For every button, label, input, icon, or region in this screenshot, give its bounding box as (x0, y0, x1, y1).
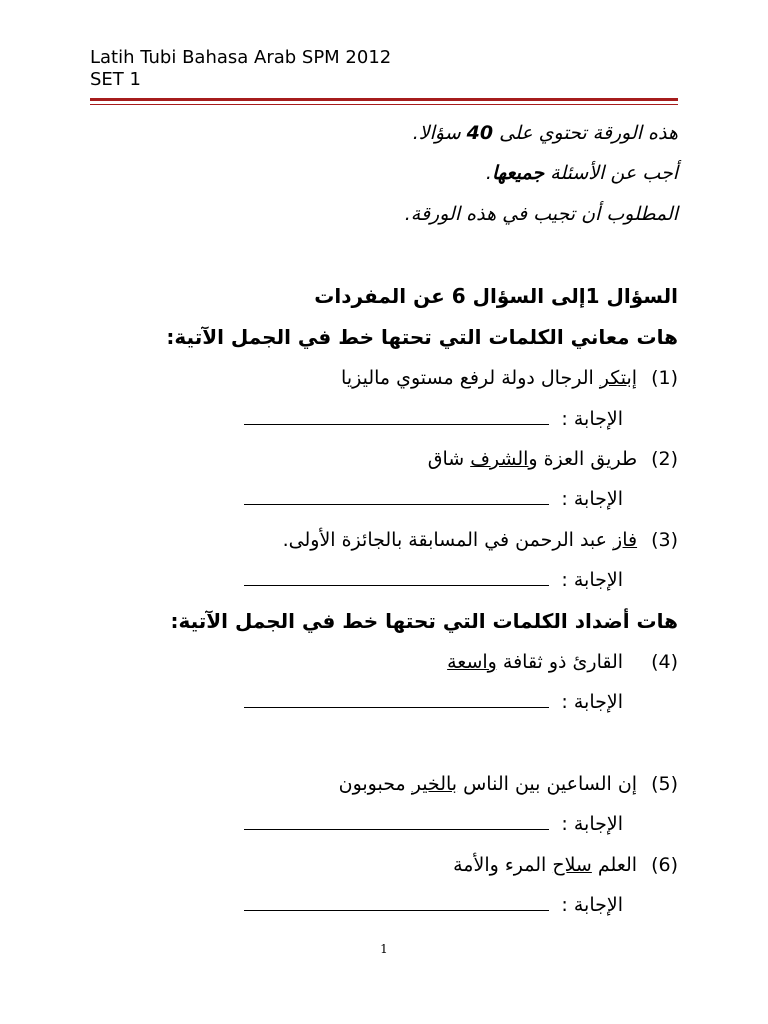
answer-blank-4[interactable] (244, 689, 549, 708)
question-4: (4)القارئ ذو ثقافة واسعة (447, 651, 678, 673)
instruction-meanings: هات معاني الكلمات التي تحتها خط في الجمل الآتية: (166, 325, 678, 349)
header-set: SET 1 (90, 69, 141, 90)
underlined-word: واسعة (447, 651, 497, 673)
question-1: (1)إبتكر الرجال دولة لرفع مستوي ماليزيا (341, 367, 678, 389)
section-title: السؤال 1إلى السؤال 6 عن المفردات (314, 284, 678, 308)
intro-line-2: أجب عن الأسئلة جميعها. (485, 162, 678, 184)
intro-line-3: المطلوب أن تجيب في هذه الورقة. (404, 203, 678, 225)
question-2: (2)طريق العزة والشرف شاق (427, 448, 678, 470)
answer-line-6: الإجابة : (244, 892, 623, 918)
question-6: (6)العلم سلاح المرء والأمة (453, 854, 678, 876)
answer-blank-2[interactable] (244, 486, 549, 505)
page-number: 1 (380, 942, 388, 956)
answer-line-4: الإجابة : (244, 689, 623, 715)
answer-line-2: الإجابة : (244, 486, 623, 512)
answer-blank-5[interactable] (244, 811, 549, 830)
answer-line-1: الإجابة : (244, 406, 623, 432)
question-5: (5)إن الساعين بين الناس بالخير محبوبون (338, 773, 678, 795)
underlined-word: بالخير (411, 773, 458, 795)
underlined-word: إبتكر (599, 367, 638, 389)
document-header (90, 47, 391, 91)
underlined-word: فاز (613, 529, 638, 551)
question-3: (3)فاز عبد الرحمن في المسابقة بالجائزة الأولى. (282, 529, 678, 551)
question-count: 40 (466, 122, 494, 144)
underlined-word: الشرف (470, 448, 529, 470)
answer-blank-3[interactable] (244, 567, 549, 586)
answer-blank-6[interactable] (244, 892, 549, 911)
header-title: Latih Tubi Bahasa Arab SPM 2012 (90, 47, 392, 68)
instruction-antonyms: هات أضداد الكلمات التي تحتها خط في الجمل الآتية: (170, 609, 678, 633)
answer-blank-1[interactable] (244, 406, 549, 425)
intro-line-1: هذه الورقة تحتوي على 40 سؤالا. (412, 122, 678, 144)
answer-line-5: الإجابة : (244, 811, 623, 837)
header-rule-thin (90, 104, 678, 105)
answer-line-3: الإجابة : (244, 567, 623, 593)
header-rule (90, 98, 678, 101)
underlined-word: سلاح (552, 854, 592, 876)
